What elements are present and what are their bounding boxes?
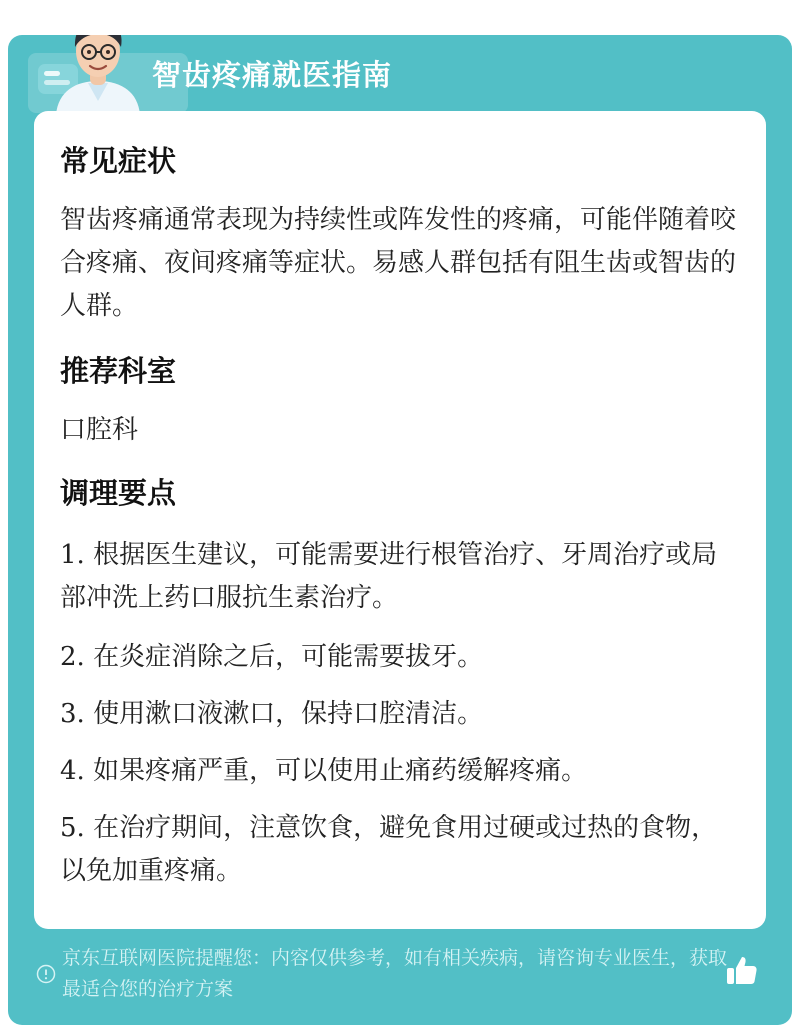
list-item-number: 3. xyxy=(60,699,85,729)
list-item-text: 如果疼痛严重，可以使用止痛药缓解疼痛。 xyxy=(93,756,588,786)
list-item-text: 在治疗期间，注意饮食，避免食用过硬或过热的食物，以免加重疼痛。 xyxy=(60,813,718,886)
disclaimer-text: 京东互联网医院提醒您：内容仅供参考，如有相关疾病，请咨询专业医生，获取最适合您的治疗方案 xyxy=(62,947,728,1000)
list-item xyxy=(60,534,740,620)
section-heading-symptoms: 常见症状 xyxy=(60,144,177,178)
list-item-number: 1. xyxy=(60,540,85,570)
thumbs-up-icon[interactable] xyxy=(724,953,760,989)
page-title: 智齿疼痛就医指南 xyxy=(152,58,393,92)
list-item-number: 4. xyxy=(60,756,85,786)
list-item-text: 在炎症消除之后，可能需要拔牙。 xyxy=(93,642,484,672)
list-item xyxy=(60,807,740,893)
list-item xyxy=(60,636,483,679)
list-item xyxy=(60,750,587,793)
content-card xyxy=(34,111,766,929)
list-item-number: 2. xyxy=(60,642,85,672)
section-heading-department: 推荐科室 xyxy=(60,354,177,388)
doctor-avatar xyxy=(48,35,148,115)
list-item-text: 使用漱口液漱口，保持口腔清洁。 xyxy=(93,699,484,729)
list-item xyxy=(60,693,483,736)
guide-panel xyxy=(8,35,792,1025)
list-item-text: 根据医生建议，可能需要进行根管治疗、牙周治疗或局部冲洗上药口服抗生素治疗。 xyxy=(60,540,718,613)
info-icon xyxy=(36,964,56,984)
list-item-number: 5. xyxy=(60,813,85,843)
section-heading-care-tips: 调理要点 xyxy=(60,476,177,510)
department-text: 口腔科 xyxy=(60,415,139,445)
symptoms-text: 智齿疼痛通常表现为持续性或阵发性的疼痛，可能伴随着咬合疼痛、夜间疼痛等症状。易感人群包括有阻生齿或智齿的人群。 xyxy=(60,205,737,321)
